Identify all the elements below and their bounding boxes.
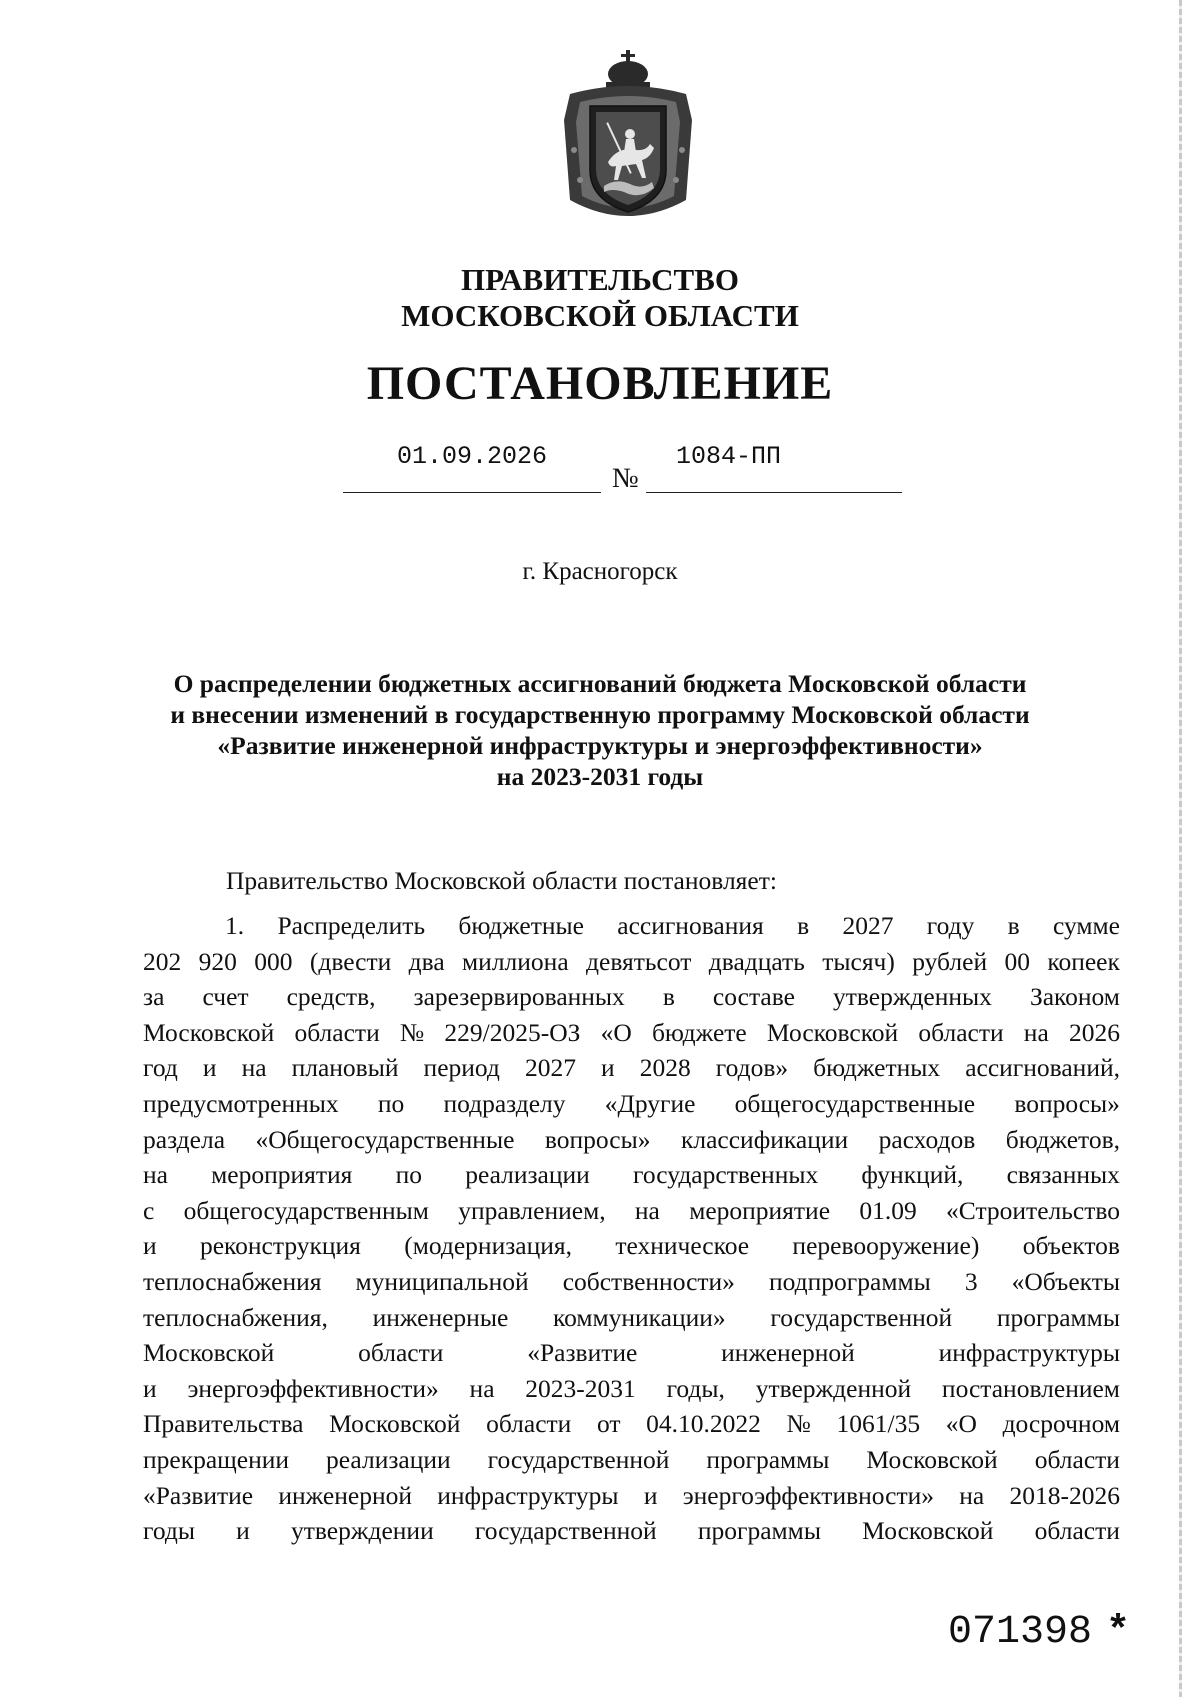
body-word: счет xyxy=(202,982,249,1012)
body-word: 01.09 xyxy=(859,1195,917,1225)
body-word: сумме xyxy=(1053,911,1120,940)
body-word: годы, xyxy=(666,1373,725,1403)
body-word: в xyxy=(662,982,675,1012)
body-word: Московской xyxy=(862,1516,994,1546)
body-word: 2023-2031 xyxy=(525,1373,636,1403)
body-word: годы xyxy=(143,1516,195,1546)
body-word: мероприятие xyxy=(689,1195,831,1225)
body-word: подпрограммы xyxy=(769,1266,931,1296)
body-word: «О xyxy=(945,1409,977,1439)
body-word: на xyxy=(959,1480,985,1510)
body-word: инфраструктуры xyxy=(437,1480,619,1510)
body-word: мероприятия xyxy=(211,1160,353,1190)
body-line xyxy=(143,1050,1120,1086)
footer-serial: 071398 xyxy=(948,1610,1093,1655)
body-word: утверждении xyxy=(291,1516,434,1546)
body-word: муниципальной xyxy=(355,1266,529,1296)
government-title xyxy=(0,262,1200,334)
body-word: 229/2025-ОЗ xyxy=(444,1017,581,1047)
body-line xyxy=(143,1371,1120,1407)
body-word: 04.10.2022 xyxy=(646,1409,761,1439)
intro-paragraph: Правительство Московской области постановляет: xyxy=(226,866,777,895)
body-word: 2028 xyxy=(639,1053,691,1083)
moscow-oblast-coat-of-arms-icon xyxy=(560,50,696,232)
body-word: досрочном xyxy=(1002,1409,1120,1439)
body-word: «Строительство xyxy=(946,1195,1120,1225)
body-word: 920 xyxy=(198,946,237,976)
body-word: Распределить xyxy=(277,911,426,940)
body-word: на xyxy=(241,1053,267,1083)
body-word: «Развитие xyxy=(527,1338,638,1368)
body-word: бюджете xyxy=(651,1017,747,1047)
body-line xyxy=(143,1300,1120,1336)
body-word: годов» xyxy=(715,1053,789,1083)
document-type: ПОСТАНОВЛЕНИЕ xyxy=(366,357,834,410)
body-word: и xyxy=(143,1231,157,1261)
subject-line: О распределении бюджетных ассигнований бюджета Московской области xyxy=(173,669,1027,698)
body-word: программы xyxy=(706,1444,830,1474)
body-word: период xyxy=(423,1053,500,1083)
body-word: государственной xyxy=(474,1516,657,1546)
body-word: 1. xyxy=(225,911,245,940)
body-word: 2027 xyxy=(524,1053,576,1083)
subject-line: на 2023-2031 годы xyxy=(496,762,704,791)
body-word: на xyxy=(469,1373,495,1403)
body-word: копеек xyxy=(1047,946,1120,976)
body-word: и xyxy=(601,1053,615,1083)
body-line xyxy=(143,979,1120,1015)
body-word: и xyxy=(202,1053,217,1083)
body-word: рублей xyxy=(912,946,988,976)
registration-row xyxy=(0,442,1200,498)
body-word: и xyxy=(236,1516,250,1546)
body-word: постановлением xyxy=(941,1373,1120,1403)
body-word: области xyxy=(1034,1516,1120,1546)
registration-date-field xyxy=(343,442,601,493)
body-word: за xyxy=(143,982,165,1012)
body-paragraph xyxy=(143,908,1120,1549)
footer-serial-block xyxy=(948,1610,1130,1655)
body-word: «Развитие xyxy=(143,1480,254,1510)
body-word: и xyxy=(143,1373,157,1403)
subject-line: и внесении изменений в государственную программу Московской области xyxy=(170,700,1030,729)
body-word: № xyxy=(786,1409,811,1439)
body-line xyxy=(143,944,1120,980)
body-line xyxy=(143,1157,1120,1193)
body-word: двадцать xyxy=(708,946,805,976)
body-line xyxy=(143,1193,1120,1229)
body-word: инженерные xyxy=(372,1302,509,1332)
body-line xyxy=(143,908,1120,944)
body-word: вопросы» xyxy=(544,1124,651,1154)
body-word: зарезервированных xyxy=(413,982,625,1012)
body-word: по xyxy=(395,1160,422,1190)
body-word: вопросы» xyxy=(1014,1088,1120,1118)
body-word: прекращении xyxy=(143,1444,290,1474)
body-word: 3 xyxy=(964,1266,978,1296)
body-word: бюджетов, xyxy=(1005,1124,1120,1154)
government-title-line-1: ПРАВИТЕЛЬСТВО xyxy=(461,262,739,297)
registration-date: 01.09.2026 xyxy=(396,442,548,471)
body-word: (двести xyxy=(309,946,392,976)
body-word: ассигнования xyxy=(617,911,764,940)
body-word: раздела xyxy=(143,1124,226,1154)
body-word: в xyxy=(1007,911,1020,940)
body-word: инженерной xyxy=(721,1338,855,1368)
body-word: области xyxy=(358,1338,444,1368)
body-word: теплоснабжения xyxy=(143,1266,322,1296)
body-word: объектов xyxy=(1022,1231,1120,1261)
body-word: тысяч) xyxy=(822,946,895,976)
body-word: области xyxy=(486,1409,572,1439)
body-word: общегосударственным xyxy=(183,1195,429,1225)
body-word: государственной xyxy=(770,1302,953,1332)
body-word: «Другие xyxy=(604,1088,696,1118)
body-word: 2027 xyxy=(842,911,894,940)
body-word: управлением, xyxy=(458,1195,606,1225)
body-word: «Общегосударственные xyxy=(255,1124,515,1154)
body-word: реконструкция xyxy=(199,1231,361,1261)
body-word: функций, xyxy=(861,1160,964,1190)
body-word: Московской xyxy=(143,1338,275,1368)
body-word: энергоэффективности» xyxy=(187,1373,439,1403)
body-word: «Объекты xyxy=(1011,1266,1120,1296)
document-subject xyxy=(0,668,1200,792)
body-word: № xyxy=(399,1017,425,1047)
body-word: с xyxy=(143,1195,155,1225)
body-word: миллиона xyxy=(462,946,569,976)
body-word: коммуникации» xyxy=(553,1302,726,1332)
body-word: в xyxy=(797,911,810,940)
body-word: ассигнований, xyxy=(965,1053,1120,1083)
body-word: 1061/35 xyxy=(836,1409,921,1439)
body-word: на xyxy=(634,1195,660,1225)
body-word: (модернизация, xyxy=(404,1231,573,1261)
body-word: составе xyxy=(712,982,795,1012)
body-word: перевооружение) xyxy=(792,1231,980,1261)
body-word: подразделу xyxy=(443,1088,566,1118)
body-line xyxy=(143,1086,1120,1122)
body-word: государственной xyxy=(487,1444,670,1474)
body-word: области xyxy=(1034,1444,1120,1474)
body-word: на xyxy=(143,1160,168,1190)
body-line xyxy=(143,1478,1120,1514)
body-word: инфраструктуры xyxy=(938,1338,1120,1368)
number-sign: № xyxy=(612,463,639,494)
body-word: Правительства xyxy=(143,1409,304,1439)
body-word: средств, xyxy=(286,982,376,1012)
body-word: программы xyxy=(697,1516,821,1546)
body-word: утвержденной xyxy=(755,1373,912,1403)
body-word: связанных xyxy=(1006,1160,1120,1190)
body-word: собственности» xyxy=(562,1266,735,1296)
body-word: по xyxy=(377,1088,405,1118)
body-word: 000 xyxy=(254,946,293,976)
scan-edge xyxy=(1179,0,1182,1697)
body-word: год xyxy=(143,1053,178,1083)
body-line xyxy=(143,1406,1120,1442)
city: г. Красногорск xyxy=(522,558,678,585)
body-word: Московской xyxy=(866,1444,998,1474)
body-word: энергоэффективности» xyxy=(682,1480,935,1510)
body-word: «О xyxy=(600,1017,632,1047)
body-line xyxy=(143,1442,1120,1478)
body-word: классификации xyxy=(680,1124,849,1154)
body-line xyxy=(143,1122,1120,1158)
registration-number: 1084-ПП xyxy=(676,442,782,471)
body-word: инженерной xyxy=(278,1480,413,1510)
body-word: 00 xyxy=(1004,946,1030,976)
body-word: Московской xyxy=(143,1017,275,1047)
body-word: бюджетных xyxy=(813,1053,941,1083)
body-word: девятьсот xyxy=(586,946,692,976)
government-title-line-2: МОСКОВСКОЙ ОБЛАСТИ xyxy=(401,298,799,333)
body-line xyxy=(143,1228,1120,1264)
body-word: программы xyxy=(996,1302,1120,1332)
body-word: области xyxy=(918,1017,1004,1047)
body-word: предусмотренных xyxy=(143,1088,339,1118)
body-word: 202 xyxy=(143,946,182,976)
footer-mark: * xyxy=(1106,1610,1131,1655)
body-word: реализации xyxy=(326,1444,451,1474)
body-word: Законом xyxy=(1029,982,1120,1012)
body-word: техническое xyxy=(615,1231,750,1261)
body-line xyxy=(143,1015,1120,1051)
registration-number-field xyxy=(646,442,902,493)
body-word: на xyxy=(1023,1017,1049,1047)
body-word: расходов xyxy=(878,1124,976,1154)
body-line xyxy=(143,1264,1120,1300)
body-word: бюджетные xyxy=(458,911,584,940)
body-word: утвержденных xyxy=(832,982,992,1012)
body-word: теплоснабжения, xyxy=(143,1302,328,1332)
body-word: два xyxy=(408,946,445,976)
body-word: Московской xyxy=(766,1017,899,1047)
subject-line: «Развитие инженерной инфраструктуры и энергоэффективности» xyxy=(217,731,983,760)
body-word: государственных xyxy=(633,1160,819,1190)
body-word: области xyxy=(294,1017,380,1047)
body-word: и xyxy=(643,1480,658,1510)
body-word: плановый xyxy=(291,1053,399,1083)
body-word: общегосударственные xyxy=(734,1088,976,1118)
body-word: году xyxy=(926,911,975,940)
body-word: от xyxy=(596,1409,621,1439)
body-word: 2018-2026 xyxy=(1009,1480,1120,1510)
body-word: Московской xyxy=(329,1409,461,1439)
body-word: 2026 xyxy=(1068,1017,1120,1047)
body-line xyxy=(143,1513,1120,1549)
body-word: реализации xyxy=(465,1160,590,1190)
body-line xyxy=(143,1335,1120,1371)
